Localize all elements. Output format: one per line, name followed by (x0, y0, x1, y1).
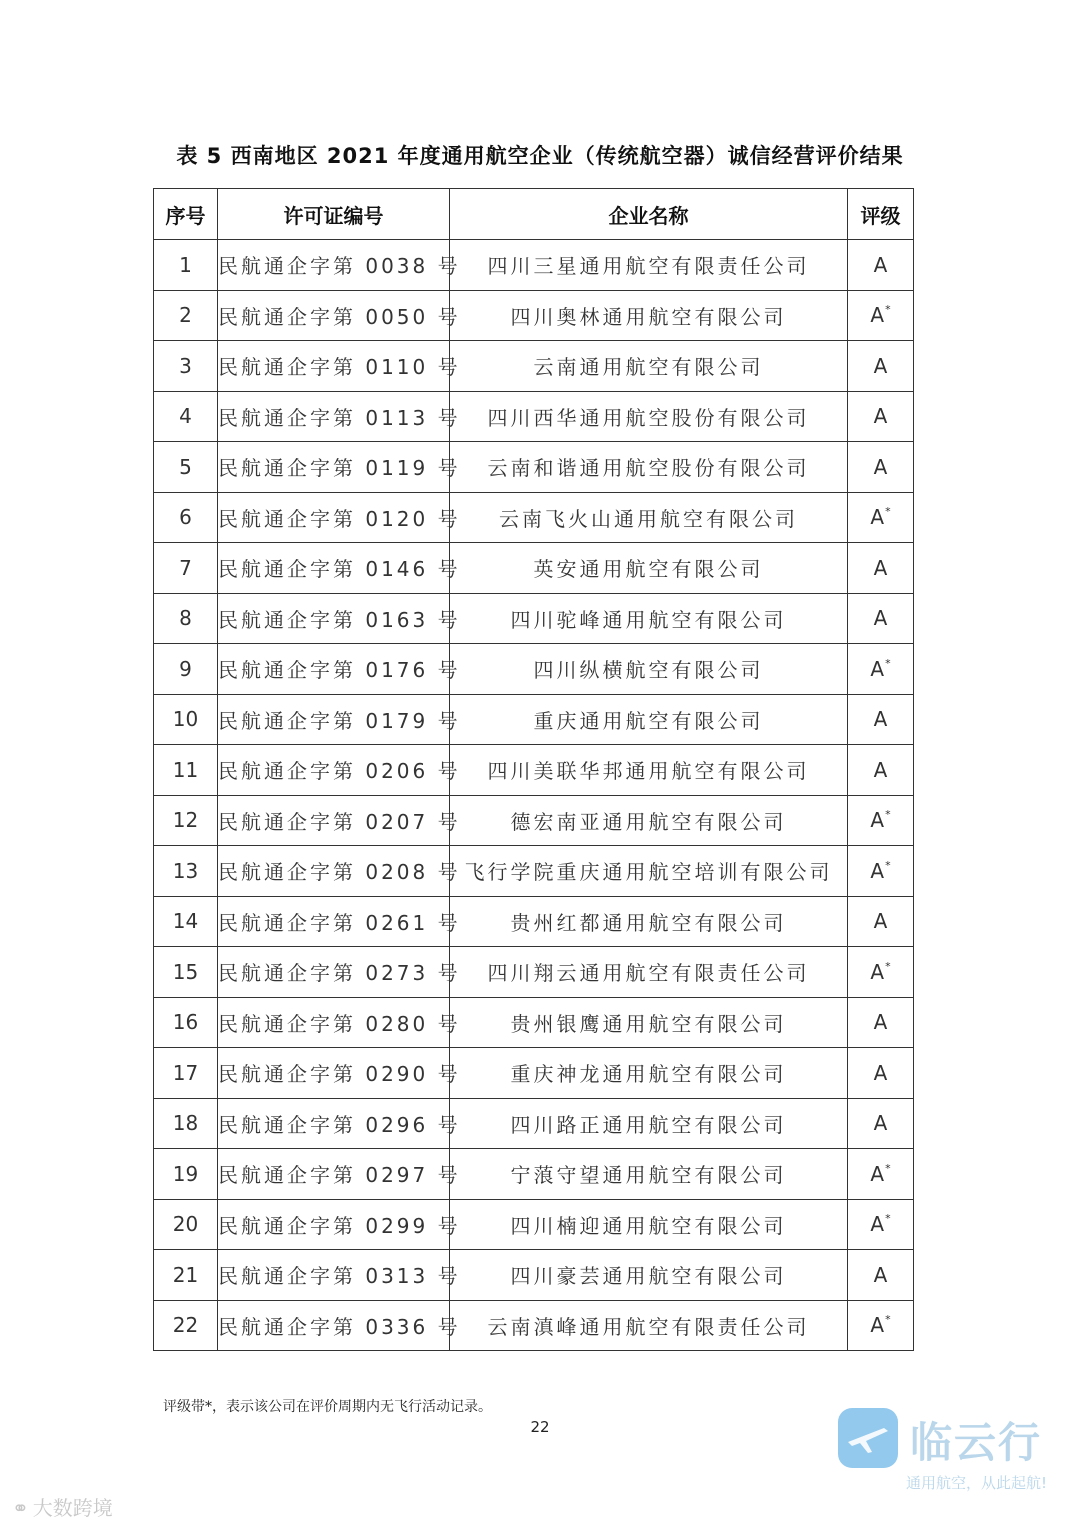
cell-grade (848, 543, 914, 594)
table-row (154, 290, 914, 341)
cell-company: 德宏南亚通用航空有限公司 (450, 795, 848, 846)
cell-company: 四川三星通用航空有限责任公司 (450, 240, 848, 291)
cell-license: 民航通企字第 0163 号 (218, 593, 450, 644)
cell-seq: 4 (154, 391, 218, 442)
grade-value: A (873, 404, 888, 429)
cell-grade (848, 694, 914, 745)
cell-license: 民航通企字第 0113 号 (218, 391, 450, 442)
header-license: 许可证编号 (218, 189, 450, 240)
table-row (154, 846, 914, 897)
cell-license: 民航通企字第 0110 号 (218, 341, 450, 392)
cell-license: 民航通企字第 0176 号 (218, 644, 450, 695)
cell-seq: 11 (154, 745, 218, 796)
cell-company: 贵州红都通用航空有限公司 (450, 896, 848, 947)
cell-company: 重庆神龙通用航空有限公司 (450, 1048, 848, 1099)
cell-seq: 17 (154, 1048, 218, 1099)
cell-license: 民航通企字第 0206 号 (218, 745, 450, 796)
table-row (154, 694, 914, 745)
grade-value: A (870, 505, 885, 530)
cell-grade (848, 745, 914, 796)
cell-seq: 16 (154, 997, 218, 1048)
cell-license: 民航通企字第 0336 号 (218, 1300, 450, 1351)
cell-license: 民航通企字第 0038 号 (218, 240, 450, 291)
grade-value: A (873, 1262, 888, 1287)
table-body (154, 240, 914, 1351)
cell-seq: 21 (154, 1250, 218, 1301)
cell-company: 四川奥林通用航空有限公司 (450, 290, 848, 341)
table-title: 表 5 西南地区 2021 年度通用航空企业（传统航空器）诚信经营评价结果 (176, 144, 904, 168)
table-row (154, 492, 914, 543)
page-number: 22 (530, 1418, 550, 1436)
grade-value: A (873, 909, 888, 934)
cell-company: 云南和谐通用航空股份有限公司 (450, 442, 848, 493)
cell-license: 民航通企字第 0290 号 (218, 1048, 450, 1099)
no-flight-star-marker: * (885, 1313, 891, 1327)
cell-seq: 9 (154, 644, 218, 695)
table-row (154, 1149, 914, 1200)
cell-grade (848, 593, 914, 644)
grade-value: A (870, 1161, 885, 1186)
cell-company: 四川楠迎通用航空有限公司 (450, 1199, 848, 1250)
table-row (154, 341, 914, 392)
table-row (154, 442, 914, 493)
grade-value: A (870, 959, 885, 984)
cell-grade (848, 290, 914, 341)
grade-value: A (870, 808, 885, 833)
logo-title: 临云行 (910, 1418, 1043, 1467)
cell-grade (848, 1149, 914, 1200)
cell-grade (848, 1098, 914, 1149)
cell-seq: 3 (154, 341, 218, 392)
grade-value: A (873, 454, 888, 479)
cell-company: 云南滇峰通用航空有限责任公司 (450, 1300, 848, 1351)
cell-license: 民航通企字第 0179 号 (218, 694, 450, 745)
cell-seq: 1 (154, 240, 218, 291)
cell-license: 民航通企字第 0297 号 (218, 1149, 450, 1200)
cell-grade (848, 1300, 914, 1351)
table-row (154, 593, 914, 644)
cell-license: 民航通企字第 0296 号 (218, 1098, 450, 1149)
table-row (154, 1098, 914, 1149)
cell-license: 民航通企字第 0120 号 (218, 492, 450, 543)
cell-grade (848, 795, 914, 846)
grade-value: A (873, 757, 888, 782)
cell-company: 四川路正通用航空有限公司 (450, 1098, 848, 1149)
no-flight-star-marker: * (885, 1212, 891, 1226)
no-flight-star-marker: * (885, 1161, 891, 1175)
cell-company: 云南通用航空有限公司 (450, 341, 848, 392)
grade-value: A (870, 656, 885, 681)
table-row (154, 1300, 914, 1351)
cell-seq: 8 (154, 593, 218, 644)
cell-seq: 5 (154, 442, 218, 493)
table-row (154, 745, 914, 796)
cell-seq: 14 (154, 896, 218, 947)
cell-grade (848, 442, 914, 493)
no-flight-star-marker: * (885, 858, 891, 872)
footnote: 评级带*，表示该公司在评价周期内无飞行活动记录。 (163, 1399, 492, 1415)
table-row (154, 1048, 914, 1099)
weibo-icon: ⚭ (12, 1496, 29, 1520)
header-seq: 序号 (154, 189, 218, 240)
cell-company: 四川翔云通用航空有限责任公司 (450, 947, 848, 998)
table-header-row (154, 189, 914, 240)
cell-company: 重庆通用航空有限公司 (450, 694, 848, 745)
cell-grade (848, 947, 914, 998)
cell-seq: 10 (154, 694, 218, 745)
no-flight-star-marker: * (885, 959, 891, 973)
cell-seq: 18 (154, 1098, 218, 1149)
cell-company: 四川豪芸通用航空有限公司 (450, 1250, 848, 1301)
cell-license: 民航通企字第 0207 号 (218, 795, 450, 846)
cell-seq: 6 (154, 492, 218, 543)
grade-value: A (873, 1111, 888, 1136)
cell-seq: 19 (154, 1149, 218, 1200)
grade-value: A (870, 1313, 885, 1338)
cell-license: 民航通企字第 0299 号 (218, 1199, 450, 1250)
grade-value: A (870, 1212, 885, 1237)
table-row (154, 947, 914, 998)
cell-seq: 2 (154, 290, 218, 341)
table-row (154, 1250, 914, 1301)
watermark-left (12, 1492, 113, 1521)
no-flight-star-marker: * (885, 303, 891, 317)
cell-grade (848, 997, 914, 1048)
table-row (154, 543, 914, 594)
no-flight-star-marker: * (885, 505, 891, 519)
table-row (154, 240, 914, 291)
table-row (154, 795, 914, 846)
cell-license: 民航通企字第 0208 号 (218, 846, 450, 897)
grade-value: A (873, 353, 888, 378)
cell-company: 四川美联华邦通用航空有限公司 (450, 745, 848, 796)
watermark-left-text: 大数跨境 (32, 1496, 113, 1520)
cell-company: 四川西华通用航空股份有限公司 (450, 391, 848, 442)
cell-seq: 20 (154, 1199, 218, 1250)
cell-license: 民航通企字第 0261 号 (218, 896, 450, 947)
cell-company: 英安通用航空有限公司 (450, 543, 848, 594)
table-row (154, 896, 914, 947)
cell-grade (848, 1250, 914, 1301)
no-flight-star-marker: * (885, 808, 891, 822)
logo-slogan: 通用航空，从此起航! (906, 1474, 1048, 1492)
cell-seq: 22 (154, 1300, 218, 1351)
airplane-logo-icon (838, 1408, 898, 1468)
cell-grade (848, 1048, 914, 1099)
grade-value: A (873, 707, 888, 732)
table-row (154, 644, 914, 695)
table-row (154, 1199, 914, 1250)
cell-company: 四川驼峰通用航空有限公司 (450, 593, 848, 644)
cell-seq: 15 (154, 947, 218, 998)
no-flight-star-marker: * (885, 656, 891, 670)
grade-value: A (873, 252, 888, 277)
header-company: 企业名称 (450, 189, 848, 240)
grade-value: A (873, 1010, 888, 1035)
cell-company: 四川纵横航空有限公司 (450, 644, 848, 695)
cell-grade (848, 492, 914, 543)
grade-value: A (873, 1060, 888, 1085)
airplane-icon (838, 1408, 898, 1468)
cell-license: 民航通企字第 0280 号 (218, 997, 450, 1048)
evaluation-table (153, 188, 914, 1351)
cell-license: 民航通企字第 0273 号 (218, 947, 450, 998)
cell-seq: 12 (154, 795, 218, 846)
cell-license: 民航通企字第 0313 号 (218, 1250, 450, 1301)
cell-grade (848, 846, 914, 897)
cell-grade (848, 1199, 914, 1250)
cell-company: 飞行学院重庆通用航空培训有限公司 (450, 846, 848, 897)
table-row (154, 997, 914, 1048)
cell-license: 民航通企字第 0119 号 (218, 442, 450, 493)
cell-grade (848, 391, 914, 442)
cell-grade (848, 341, 914, 392)
cell-license: 民航通企字第 0050 号 (218, 290, 450, 341)
cell-grade (848, 644, 914, 695)
cell-seq: 7 (154, 543, 218, 594)
table-row (154, 391, 914, 442)
cell-seq: 13 (154, 846, 218, 897)
cell-grade (848, 896, 914, 947)
cell-company: 贵州银鹰通用航空有限公司 (450, 997, 848, 1048)
cell-company: 云南飞火山通用航空有限公司 (450, 492, 848, 543)
grade-value: A (870, 858, 885, 883)
cell-license: 民航通企字第 0146 号 (218, 543, 450, 594)
cell-grade (848, 240, 914, 291)
cell-company: 宁蒗守望通用航空有限公司 (450, 1149, 848, 1200)
grade-value: A (873, 606, 888, 631)
header-grade: 评级 (848, 189, 914, 240)
grade-value: A (873, 555, 888, 580)
grade-value: A (870, 303, 885, 328)
